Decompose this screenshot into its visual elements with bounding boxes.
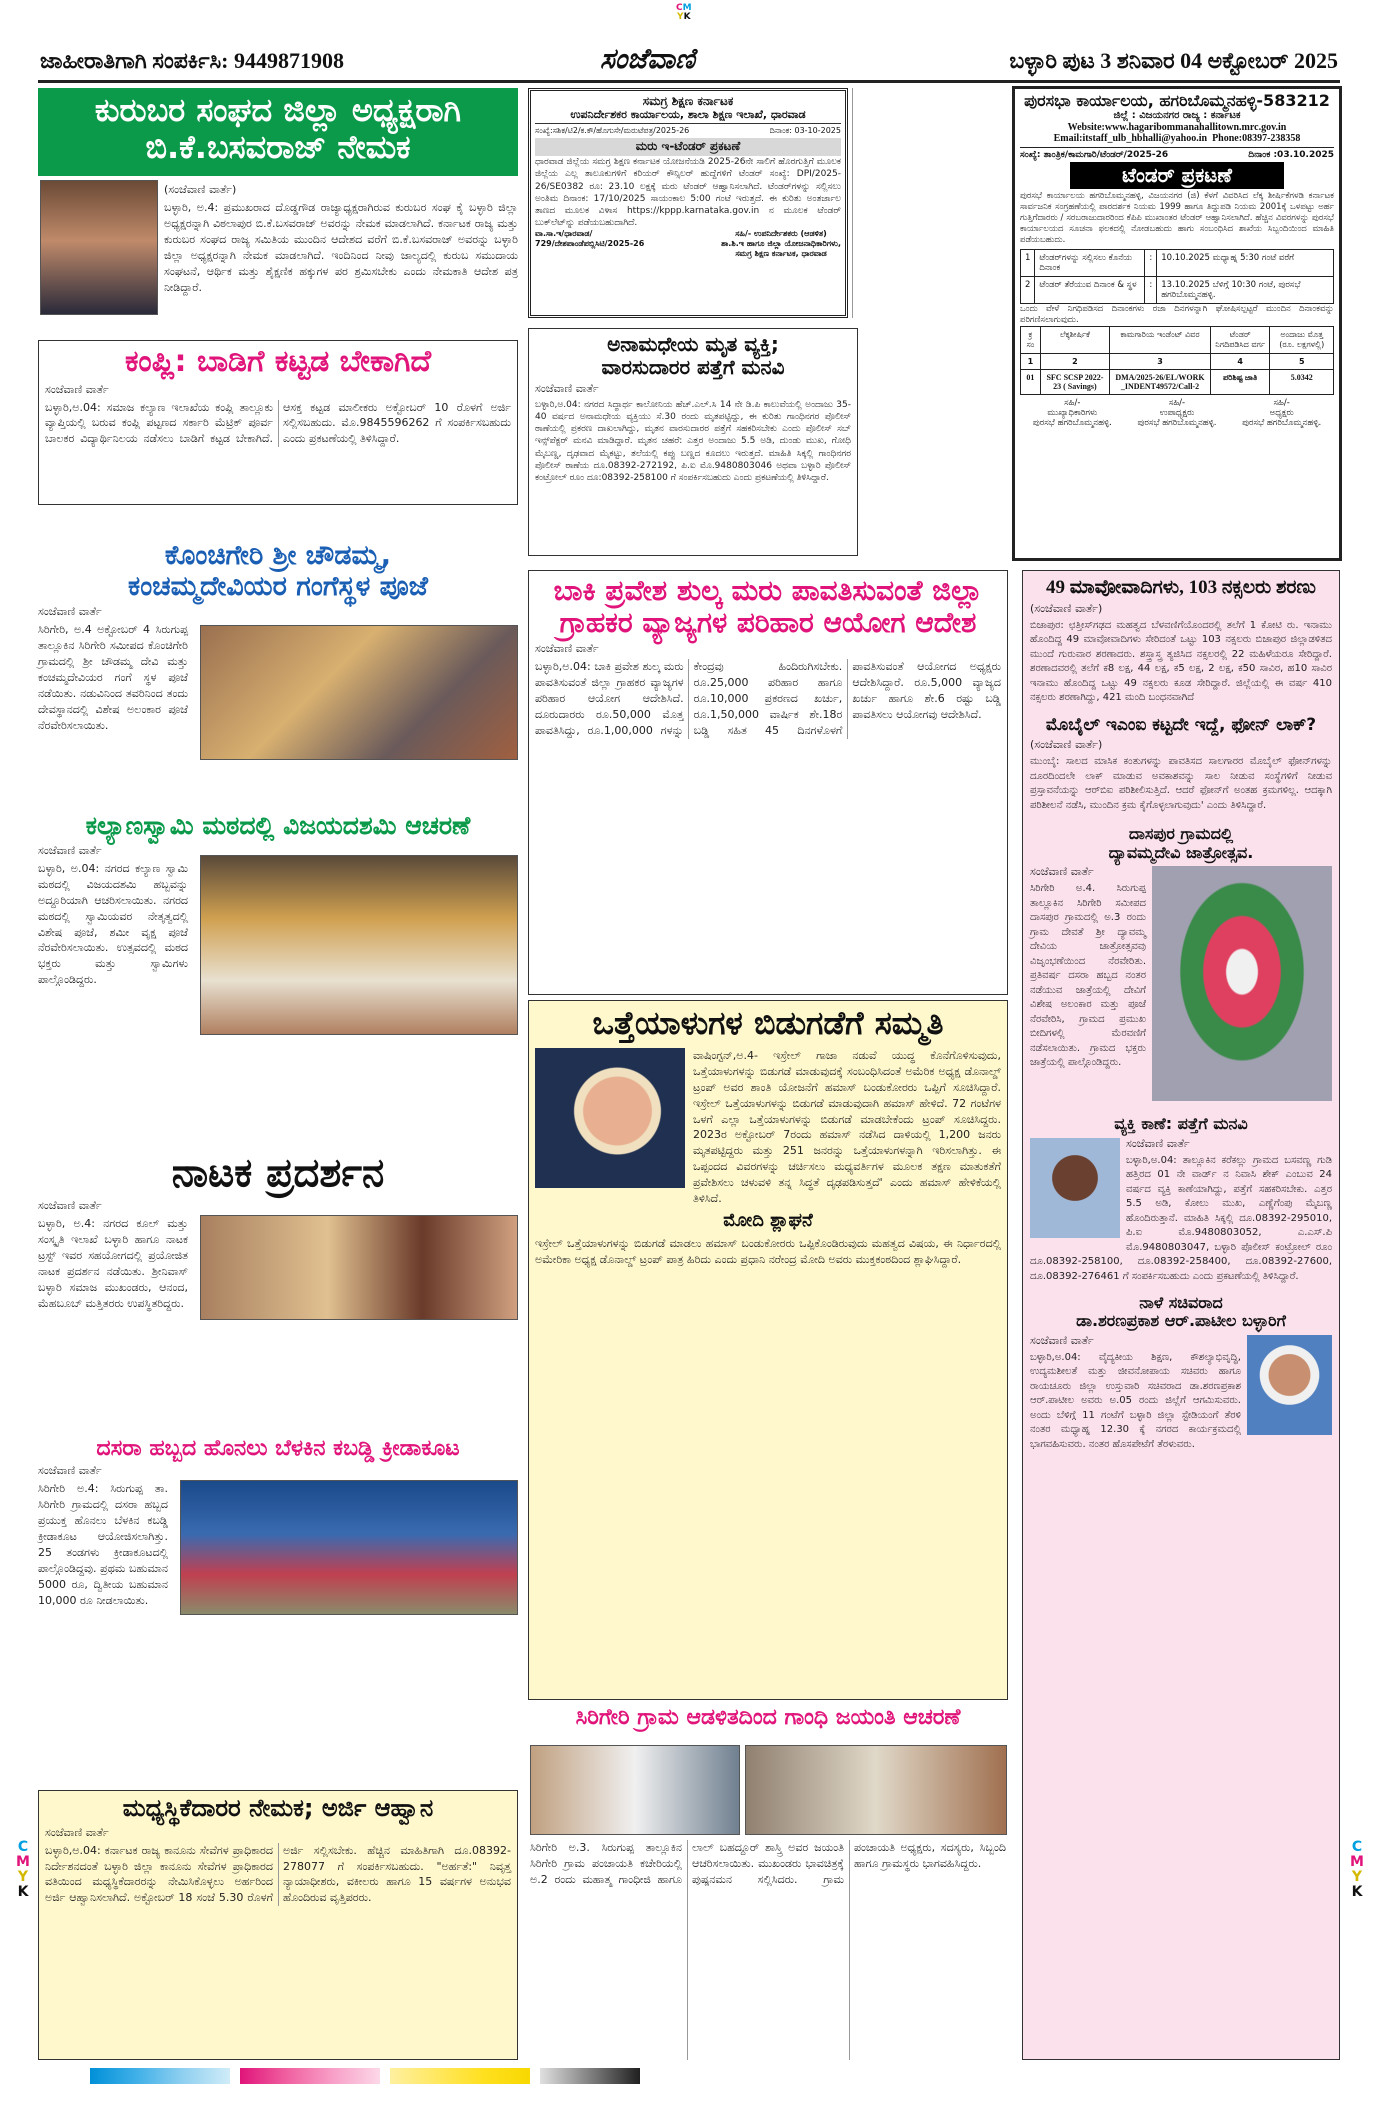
sign-role: ಉಪಾಧ್ಯಕ್ಷರು xyxy=(1159,408,1195,419)
minister-body: ಬಳ್ಳಾರಿ,ಅ.04: ವೈದ್ಯಕೀಯ ಶಿಕ್ಷಣ, ಕೌಶಲ್ಯಾಭಿವೃದ್ಧಿ, ಉದ್ಯಮಶೀಲತೆ ಮತ್ತು ಜೀವನೋಪಾಯ ಸಚಿವರು ಹಾಗೂ ರಾಯಚೂರು ಜಿಲ್ಲಾ ಉಸ್ತುವಾರಿ ಸಚಿವರಾದ ಡಾ.ಶರಣಪ್ರಕಾಶ ಆರ್.ಪಾಟೀಲ ಅವರು ಅ.05 ರಂದು ಜಿಲ್ಲೆಗೆ ಆಗಮಿಸುವರು. ಅಂದು ಬೆಳಿಗ್ಗೆ 11 ಗಂಟೆಗೆ ಬಳ್ಳಾರಿ ಜಿಲ್ಲಾ ಸ್ಟೇಡಿಯಂಗೆ ತೆರಳಿ ನಂತರ ಮಧ್ಯಾಹ್ನ 12.30 ಕ್ಕೆ ನಗರದ ಕಾರ್ಯಕ್ರಮದಲ್ಲಿ ಭಾಗವಹಿಸುವರು. ನಂತರ ಹೊಸಪೇಟೆಗೆ ತೆರಳುವರು. xyxy=(1030,1351,1241,1450)
gandhi-photo-2 xyxy=(745,1745,1007,1835)
magenta-calibration-bar xyxy=(240,2068,380,2084)
sign: ಸಹಿ/- xyxy=(1273,398,1290,409)
minister-photo xyxy=(1247,1335,1332,1435)
byline: ಸಂಜೆವಾಣಿ ವಾರ್ತೆ xyxy=(535,642,599,656)
etender-date: ದಿನಾಂಕ: 03-10-2025 xyxy=(769,126,841,136)
sign-role: ಮುಖ್ಯಾಧಿಕಾರಿಗಳು xyxy=(1047,408,1098,419)
gandhi-photo-1 xyxy=(530,1745,740,1835)
unknown-title-1: ಅನಾಮಧೇಯ ಮೃತ ವ್ಯಕ್ತಿ; xyxy=(607,332,779,356)
header-rule xyxy=(38,80,1340,83)
cell: : xyxy=(1145,250,1157,277)
table-number-row xyxy=(1021,354,1334,370)
cyan-calibration-bar xyxy=(90,2068,230,2084)
mediator-title: ಮಧ್ಯಸ್ಥಿಕೆದಾರರ ನೇಮಕ; ಅರ್ಜಿ ಆಹ್ವಾನ xyxy=(122,1794,434,1822)
mediator-article xyxy=(38,1790,518,2060)
table-row xyxy=(1021,370,1334,395)
etender-body: ಧಾರವಾಡ ಜಿಲ್ಲೆಯ ಸಮಗ್ರ ಶಿಕ್ಷಣ ಕರ್ನಾಟಕ ಯೋಜನೆಯಡಿ 2025-26ನೇ ಸಾಲಿಗೆ ಹೊರಗುತ್ತಿಗೆ ಮೂಲಕ ಜಿಲ್ಲೆಯ ಎಲ್ಲ ತಾಲೂಕುಗಳಿಗೆ ಕರಿಯರ್ ಕೌನ್ಸಿಲರ್ ಹುದ್ದೆಗಳಿಗೆ ಟೆಂಡರ್ ಸಂಖ್ಯೆ: DPI/2025-26/SE0382 ರೂ: 23.10 ಲಕ್ಷಕ್ಕೆ ಮರು ಟೆಂಡರ್ ಆಹ್ವಾನಿಸಲಾಗಿದೆ. ಟೆಂಡರ್‌ಗಳನ್ನು ಸಲ್ಲಿಸಲು ಅಂತಿಮ ದಿನಾಂಕ: 17/10/2025 ಸಾಯಂಕಾಲ 5:00 ಗಂಟೆ ಇರುತ್ತದೆ. ಈ ಕುರಿತು ಅಂತರ್ಜಾಲ ತಾಣದ ಮೂಲಕ ವಿಳಾಸ https://kppp.karnataka.gov.in ನ ಮೂಲಕ ಟೆಂಡರ್ ಬುಕ್‌ಲೆಟ್‌ನ್ನು ಪಡೆಯಬಹುದಾಗಿದೆ. xyxy=(535,157,841,228)
edition-date: ಬಳ್ಳಾರಿ ಪುಟ 3 ಶನಿವಾರ 04 ಅಕ್ಟೋಬರ್ 2025 xyxy=(1009,48,1338,73)
cell: 4 xyxy=(1210,354,1270,370)
tender-district: ಜಿಲ್ಲೆ : ವಿಜಯನಗರ ರಾಜ್ಯ : ಕರ್ನಾಟಕ xyxy=(1113,110,1241,122)
right-news-box xyxy=(1022,570,1340,2060)
header-cell: ಕಾಮಗಾರಿಯ ಇಂಡೆಂಟ್ ವಿವರ xyxy=(1110,327,1211,354)
header-cell: ಲೆಕ್ಕಶೀರ್ಷಿಕೆ xyxy=(1040,327,1109,354)
header-cell: ಟೆಂಡರ್ ನಿಗದಿಪಡಿಸಿದ ವರ್ಗ xyxy=(1210,327,1270,354)
municipal-tender-notice xyxy=(1012,86,1342,561)
byline: ಸಂಜೆವಾಣಿ ವಾರ್ತೆ xyxy=(1030,1333,1094,1347)
cmyk-mark-left: C M Y K xyxy=(16,1839,30,1900)
cell: SFC SCSP 2022-23 ( Savings) xyxy=(1040,370,1109,395)
hostage-article xyxy=(528,1000,1008,1700)
kalyanaswami-title: ಕಲ್ಯಾಣಸ್ವಾಮಿ ಮಠದಲ್ಲಿ ವಿಜಯದಶಮಿ ಆಚರಣೆ xyxy=(85,811,471,840)
cell: DMA/2025-26/EL/WORK_INDENT49572/Call-2 xyxy=(1110,370,1211,395)
byline: ಸಂಜೆವಾಣಿ ವಾರ್ತೆ xyxy=(38,1464,102,1478)
byline: ಸಂಜೆವಾಣಿ ವಾರ್ತೆ xyxy=(535,382,599,395)
etender-notice xyxy=(528,88,848,318)
tender-email[interactable]: Email:itstaff_ulb_hbhalli@yahoo.in xyxy=(1053,133,1208,145)
cell: 2 xyxy=(1021,277,1035,304)
byline: ಸಂಜೆವಾಣಿ ವಾರ್ತೆ xyxy=(1126,1136,1190,1150)
table-header-row xyxy=(1021,327,1334,354)
trump-photo xyxy=(535,1048,685,1188)
mobile-body: ಮುಂಬೈ: ಸಾಲದ ಮಾಸಿಕ ಕಂತುಗಳನ್ನು ಪಾವತಿಸದ ಸಾಲಗಾರರ ಮೊಬೈಲ್ ಫೋನ್‌ಗಳನ್ನು ದೂರದಿಂದಲೇ ಲಾಕ್ ಮಾಡುವ ಅವಕಾಶವನ್ನು ಸಾಲ ನೀಡುವ ಸಂಸ್ಥೆಗಳಿಗೆ ನೀಡುವ ಪ್ರಸ್ತಾವನೆಯನ್ನು ಆರ್‌ಬಿಐ ಪರಿಶೀಲಿಸುತ್ತಿದೆ. ಆದರೆ ಫೋನ್‌ಗೆ ಅಂತಹ ಕ್ರಮಗಳಿಲ್ಲ. ಆದಕ್ಕಾಗಿ ಪರಿಶೀಲನೆ ನಡೆಸಿ, ಮುಂದಿನ ಕ್ರಮ ಕೈಗೊಳ್ಳಲಾಗುವುದು' ಎಂದು ತಿಳಿಸಿದ್ದಾರೆ. xyxy=(1030,756,1332,811)
tender-signatures xyxy=(1020,398,1334,428)
byline: ಸಂಜೆವಾಣಿ ವಾರ್ತೆ xyxy=(45,382,109,396)
kampli-title: ಕಂಪ್ಲಿ: ಬಾಡಿಗೆ ಕಟ್ಟಡ ಬೇಕಾಗಿದೆ xyxy=(124,344,432,379)
tender-date: ದಿನಾಂಕ :03.10.2025 xyxy=(1248,149,1334,160)
schedule-row xyxy=(1021,277,1334,304)
tender-note: ಒಂದು ವೇಳೆ ನಿಗಧಿಪಡಿಸದ ದಿನಾಂಕಗಳು ರಜಾ ದಿನಗಳನ್ನಾಗಿ ಘೋಷಿಸಲ್ಪಟ್ಟರೆ ಮುಂದಿನ ದಿನಾಂಕವನ್ನು ಪರಿಗಣಿಸಲಾಗುವುದು. xyxy=(1020,304,1334,326)
kuruba-headline xyxy=(38,88,518,176)
column-divider xyxy=(852,88,1002,318)
sign: ಸಹಿ/- xyxy=(1168,398,1186,409)
newspaper-logo: ಸಂಜೆವಾಣಿ xyxy=(600,42,695,75)
tender-website[interactable]: Website:www.hagaribommanahallitown.mrc.gov.in xyxy=(1067,121,1287,133)
byline: (ಸಂಜೆವಾಣಿ ವಾರ್ತೆ) xyxy=(1030,738,1103,752)
cell: 13.10.2025 ಬೆಳಿಗ್ಗೆ 10:30 ಗಂಟೆ, ಪುರಸಭೆ ಹಗರಿಬೊಮ್ಮನಹಳ್ಳಿ. xyxy=(1157,277,1334,304)
cell: 5.0342 xyxy=(1270,370,1334,395)
nataka-title: ನಾಟಕ ಪ್ರದರ್ಶನ xyxy=(171,1150,385,1196)
tender-schedule-table xyxy=(1020,249,1334,304)
etender-ref: ಸಂಖ್ಯೆ:ಸಶಿಕ/ಟಿ2/ಕ.ಕೌ/ಹೊಗುಸೇ/ಮರುಟೆಪತ್ರ/2025-26 xyxy=(535,126,690,136)
missing-title: ವ್ಯಕ್ತಿ ಕಾಣೆ: ಪತ್ತೆಗೆ ಮನವಿ xyxy=(1114,1114,1248,1134)
tender-office: ಪುರಸಭಾ ಕಾರ್ಯಾಲಯ, ಹಗರಿಬೊಮ್ಮನಹಳ್ಳಿ-583212 xyxy=(1024,91,1330,110)
hostage-title: ಒತ್ತೆಯಾಳುಗಳ ಬಿಡುಗಡೆಗೆ ಸಮ್ಮತಿ xyxy=(592,1004,944,1042)
black-calibration-bar xyxy=(540,2068,640,2084)
basavaraj-photo xyxy=(40,180,158,315)
cell: 10.10.2025 ಮಧ್ಯಾಹ್ನ 5:30 ಗಂಟೆ ವರೆಗೆ xyxy=(1157,250,1334,277)
gandhi-jayanti-article xyxy=(528,1705,1008,1730)
unknown-title-2: ವಾರಸುದಾರರ ಪತ್ತೆಗೆ ಮನವಿ xyxy=(601,355,785,379)
etender-signatory-3: ಸಮಗ್ರ ಶಿಕ್ಷಣ ಕರ್ನಾಟಕ, ಧಾರವಾಡ xyxy=(735,249,827,259)
etender-code: ವಾ.ಸಾ.ಇ/ಧಾರವಾಡ/ xyxy=(535,229,593,239)
kalyanaswami-body: ಬಳ್ಳಾರಿ, ಅ.04: ನಗರದ ಕಲ್ಯಾಣ ಸ್ವಾಮಿ ಮಠದಲ್ಲಿ ವಿಜಯದಶಮಿ ಹಬ್ಬವನ್ನು ಅದ್ದೂರಿಯಾಗಿ ಆಚರಿಸಲಾಯಿತು. ನಗರದ ಮಠದಲ್ಲಿ ಸ್ವಾಮಿಯವರ ನೇತೃತ್ವದಲ್ಲಿ ವಿಶೇಷ ಪೂಜೆ, ಶಮೀ ವೃಕ್ಷ ಪೂಜೆ ನೆರವೇರಿಸಲಾಯಿತು. ಉತ್ಸವದಲ್ಲಿ ಮಠದ ಭಕ್ತರು ಮತ್ತು ಸ್ವಾಮಿಗಳು ಪಾಲ್ಗೊಂಡಿದ್ದರು. xyxy=(38,861,188,987)
fee-title-1: ಬಾಕಿ ಪ್ರವೇಶ ಶುಲ್ಕ ಮರು ಪಾವತಿಸುವಂತೆ ಜಿಲ್ಲಾ xyxy=(553,574,983,607)
tender-phone: Phone:08397-238358 xyxy=(1212,133,1301,145)
cell: ಟೆಂಡರ್‌ಗಳನ್ನು ಸಲ್ಲಿಸಲು ಕೊನೆಯ ದಿನಾಂಕ xyxy=(1035,250,1145,277)
mobile-title: ಮೊಬೈಲ್ ಇಎಂಐ ಕಟ್ಟದೇ ಇದ್ದೆ, ಫೋನ್ ಲಾಕ್? xyxy=(1045,714,1317,735)
minister-title-1: ನಾಳೆ ಸಚಿವರಾದ xyxy=(1139,1293,1223,1313)
cell: 2 xyxy=(1040,354,1109,370)
kampli-article xyxy=(38,340,518,505)
cell: 3 xyxy=(1110,354,1211,370)
tender-ref: ಸಂಖ್ಯೆ: ತಾಂತ್ರಿಕ/ಕಾಮಗಾರಿ/ಟೆಂಡರ್/2025-26 xyxy=(1020,149,1169,160)
goddess-photo xyxy=(1152,866,1332,1101)
kuruba-body: ಬಳ್ಳಾರಿ, ಅ.4: ಪ್ರಮುಖರಾದ ದೊಡ್ಡಗೌಡ ರಾಜ್ಯಾಧ್ಯಕ್ಷರಾಗಿರುವ ಕುರುಬರ ಸಂಘ ಕೈ ಬಳ್ಳಾರಿ ಜಿಲ್ಲಾ ಅಧ್ಯಕ್ಷರನ್ನಾಗಿ ವಿಠಲಾಪುರ ಬಿ.ಕೆ.ಬಸವರಾಜ್ ಅವರನ್ನು ನೇಮಕ ಮಾಡಲಾಗಿದೆ. ಕರ್ನಾಟಕ ರಾಜ್ಯ ಮತ್ತು ಕುರುಬರ ಸಂಘದ ರಾಜ್ಯ ಸಮಿತಿಯ ಮುಂದಿನ ಆದೇಶದ ವರೆಗೆ ಬಿ.ಕೆ.ಬಸವರಾಜ್ ಅವರನ್ನು ಬಳ್ಳಾರಿ ಜಿಲ್ಲಾ ಅಧ್ಯಕ್ಷರನ್ನಾಗಿ ನೇಮಕ ಮಾಡಲಾಗಿದೆ. ಇಂದಿನಿಂದ ನೀವು ಜಾಲ್ಯದಲ್ಲಿ ಕುರುಬ ಸಮುದಾಯ ಸಂಘಟನೆ, ಆರ್ಥಿಕ ಮತ್ತು ಶೈಕ್ಷಣಿಕ ಹಕ್ಕುಗಳ ಪರ ಶ್ರಮಿಸಬೇಕು ಎಂದು ನೇಮಕಾತಿ ಆದೇಶ ಪತ್ರ ನೀಡಿದ್ದಾರೆ. xyxy=(164,201,518,294)
kuruba-title-1: ಕುರುಬರ ಸಂಘದ ಜಿಲ್ಲಾ ಅಧ್ಯಕ್ಷರಾಗಿ xyxy=(94,91,462,129)
modi-subtitle: ಮೋದಿ ಶ್ಲಾಘನೆ xyxy=(723,1210,813,1232)
etender-office: ಉಪನಿರ್ದೇಶಕರ ಕಾರ್ಯಾಲಯ, ಶಾಲಾ ಶಿಕ್ಷಣ ಇಲಾಖೆ, ಧಾರವಾಡ xyxy=(535,109,841,125)
cell: 5 xyxy=(1270,354,1334,370)
tender-title: ಟೆಂಡರ್ ಪ್ರಕಟಣೆ xyxy=(1070,162,1284,189)
sign: ಸಹಿ/- xyxy=(1064,398,1081,409)
konchigeri-title-1: ಕೊಂಚಿಗೇರಿ ಶ್ರೀ ಚೌಡಮ್ಮ, xyxy=(164,540,392,571)
cell: ಪರಿಶಿಷ್ಟ ಜಾತಿ xyxy=(1210,370,1270,395)
konchigeri-body: ಸಿರಿಗೇರಿ, ಅ.4 ಅಕ್ಟೋಬರ್ 4 ಸಿರುಗುಪ್ಪ ತಾಲ್ಲೂಕಿನ ಸಿರಿಗೇರಿ ಸಮೀಪದ ಕೊಂಚಿಗೇರಿ ಗ್ರಾಮದಲ್ಲಿ ಶ್ರೀ ಚೌಡಮ್ಮ ದೇವಿ ಮತ್ತು ಕಂಚಮ್ಮದೇವಿಯರ ಗಂಗೆ ಸ್ಥಳ ಪೂಜೆ ನಡೆಯಿತು. ನಡುವಿನಿಂದ ತವರಿನಿಂದ ತಂದು ದೇವಸ್ಥಾನದಲ್ಲಿ ವಿಶೇಷ ಅಲಂಕಾರ ಪೂಜೆ ನೆರವೇರಿಸಲಾಯಿತು. xyxy=(38,623,188,732)
missing-body: ಬಳ್ಳಾರಿ,ಅ.04: ತಾಲ್ಲೂಕಿನ ಕರೆಕಲ್ಲು ಗ್ರಾಮದ ಬಸವಣ್ಣ ಗುಡಿ ಹತ್ತಿರದ 01 ನೇ ವಾರ್ಡ್ ನ ನಿವಾಸಿ ಶೇಕ್ ಎಂಬುವ 24 ವರ್ಷದ ವ್ಯಕ್ತಿ ಕಾಣೆಯಾಗಿದ್ದು, ಪತ್ತೆಗೆ ಸಹಕರಿಸಬೇಕು. ಎತ್ತರ 5.5 ಅಡಿ, ಕೋಲು ಮುಖ, ಎಣ್ಣೆಗೆಂಪು ಮೈಬಣ್ಣ ಹೊಂದಿರುತ್ತಾನೆ. ಮಾಹಿತಿ ಸಿಕ್ಕಲ್ಲಿ ದೂ.08392-295010, ಪಿ.ಐ ಮೊ.9480803052, ಎ.ಎಸ್.ಪಿ ಮೊ.9480803047, ಬಳ್ಳಾರಿ ಪೊಲೀಸ್ ಕಂಟ್ರೋಲ್ ರೂಂ ದೂ.08392-258100, ದೂ.08392-258400, ದೂ.08392-27600, ದೂ.08392-276461 ಗೆ ಸಂಪರ್ಕಿಸಬಹುದು ಎಂದು ಪ್ರಕಟಣೆಯಲ್ಲಿ ತಿಳಿಸಿದ್ದಾರೆ. xyxy=(1030,1154,1332,1282)
byline: ಸಂಜೆವಾಣಿ ವಾರ್ತೆ xyxy=(1030,865,1094,879)
byline: ಸಂಜೆವಾಣಿ ವಾರ್ತೆ xyxy=(38,1199,102,1212)
consumer-commission-article xyxy=(528,570,1008,995)
kabaddi-team-photo xyxy=(180,1480,518,1615)
cmyk-mark-right: C M Y K xyxy=(1350,1839,1364,1900)
cell: 01 xyxy=(1021,370,1041,395)
etender-signatory: ಸಹಿ/- ಉಪನಿರ್ದೇಶಕರು (ಆಡಳಿತ) xyxy=(735,229,827,239)
tender-body: ಪುರಸಭೆ ಕಾರ್ಯಾಲಯ ಹಗರಿಬೊಮ್ಮನಹಳ್ಳಿ, ವಿಜಯನಗರ (ಜಿ) ಕೆಳಗೆ ವಿವರಿಸಿದ ಲೆಕ್ಕ ಶೀರ್ಷಿಕೆಗಳಡಿ ಕರ್ನಾಟಕ ಸಾರ್ವಜನಿಕ ಸಂಗ್ರಹಣೆಯಲ್ಲಿ ಪಾರದರ್ಶಕ ನಿಯಮ 1999 ಹಾಗೂ ತಿದ್ದುಪಡಿ ನಿಯಮ 2001ಕ್ಕೆ ಒಳಪಟ್ಟು ಅರ್ಹ ಗುತ್ತಿಗೆದಾರರು / ಸರಬರಾಜುದಾರರಿಂದ ಕೆಪಿಪಿ ಮುಖಾಂತರ ಟೆಂಡರ್ ಆಹ್ವಾನಿಸಲಾಗಿದೆ. ಹೆಚ್ಚಿನ ವಿವರಗಳನ್ನು ಪುರಸಭೆ ಕಾರ್ಯಾಲಯದ ಸೂಚನಾ ಫಲಕದಲ್ಲಿ ನೋಡಬಹುದು ಹಾಗು ಸಂಬಂಧಿಸಿದ ಶಾಖೆಯ ಸಿಬ್ಬಂದಿಯಿಂದ ಮಾಹಿತಿ ಪಡೆಯಬಹುದು. xyxy=(1020,190,1334,246)
cmyk-registration-top: CM YK xyxy=(676,3,692,22)
kabaddi-title: ದಸರಾ ಹಬ್ಬದ ಹೊನಲು ಬೆಳಕಿನ ಕಬಡ್ಡಿ ಕ್ರೀಡಾಕೂಟ xyxy=(96,1436,460,1461)
unknown-body-article xyxy=(528,328,858,556)
sign-role: ಅಧ್ಯಕ್ಷರು xyxy=(1269,408,1294,419)
sign-place: ಪುರಸಭೆ ಹಗರಿಬೊಮ್ಮನಹಳ್ಳಿ. xyxy=(1242,418,1322,429)
byline: ಸಂಜೆವಾಣಿ ವಾರ್ತೆ xyxy=(38,843,102,857)
maoist-body: ಬಿಜಾಪುರ: ಛತ್ತೀಸ್‌ಗಢದ ಮಹತ್ವದ ಬೆಳವಣಿಗೆಯೊಂದರಲ್ಲಿ ತಲೆಗೆ 1 ಕೋಟಿ ರು. ಇನಾಮು ಹೊಂದಿದ್ದ 49 ಮಾವೋವಾದಿಗಳು ಸೇರಿದಂತೆ ಒಟ್ಟು 103 ನಕ್ಸಲರು ಬಿಜಾಪುರ ಜಿಲ್ಲಾಡಳಿತದ ಮುಂದೆ ಗುರುವಾರ ಶರಣಾದರು. ಶಸ್ತ್ರಾಸ್ತ್ರ ತ್ಯಜಿಸಿದ ನಕ್ಸಲರಲ್ಲಿ 22 ಮಹಿಳೆಯರೂ ಸೇರಿದ್ದಾರೆ. ಶರಣಾದವರಲ್ಲಿ ತಲೆಗೆ ಕ8 ಲಕ್ಷ, 44 ಲಕ್ಷ, ಕ5 ಲಕ್ಷ, 2 ಲಕ್ಷ, ಕ50 ಸಾವಿರ, ಹ10 ಸಾವಿರ ಇನಾಮು ಹೊಂದಿದ್ದ ಒಟ್ಟು 49 ನಕ್ಸಲರು ಕೂಡ ಸೇರಿದ್ದಾರೆ. ಜಿಲ್ಲೆಯಲ್ಲಿ ಈ ವರ್ಷ 410 ನಕ್ಸಲರು ಶರಣಾಗಿದ್ದು, 421 ಮಂದಿ ಬಂಧನವಾಗಿದೆ xyxy=(1030,619,1332,704)
dasapura-title-1: ದಾಸಪುರ ಗ್ರಾಮದಲ್ಲಿ xyxy=(1128,824,1234,844)
gandhi-body: ಸಿರಿಗೇರಿ ಅ.3. ಸಿರುಗುಪ್ಪ ತಾಲ್ಲೂಕಿನ ಸಿರಿಗೇರಿ ಗ್ರಾಮ ಪಂಚಾಯತಿ ಕಚೇರಿಯಲ್ಲಿ ಅ.2 ರಂದು ಮಹಾತ್ಮ ಗಾಂಧೀಜಿ ಹಾಗೂ ಲಾಲ್ ಬಹದ್ದೂರ್ ಶಾಸ್ತ್ರಿ ಅವರ ಜಯಂತಿ ಆಚರಿಸಲಾಯಿತು. ಮುಖಂಡರು ಭಾವಚಿತ್ರಕ್ಕೆ ಪುಷ್ಪನಮನ ಸಲ್ಲಿಸಿದರು. ಗ್ರಾಮ ಪಂಚಾಯತಿ ಅಧ್ಯಕ್ಷರು, ಸದಸ್ಯರು, ಸಿಬ್ಬಂದಿ ಹಾಗೂ ಗ್ರಾಮಸ್ಥರು ಭಾಗವಹಿಸಿದ್ದರು. xyxy=(530,1841,1006,1886)
header-cell: ಕ್ರ ಸಂ xyxy=(1021,327,1041,354)
etender-code-2: 729/ದೇಶಪಾಂಡೆಪಬ್ಲಿಸಿಟಿ/2025-26 xyxy=(535,239,645,249)
cell: 1 xyxy=(1021,354,1041,370)
konchigeri-title-2: ಕಂಚಮ್ಮದೇವಿಯರ ಗಂಗೆಸ್ಥಳ ಪೂಜೆ xyxy=(128,571,428,603)
kabaddi-body: ಸಿರಿಗೇರಿ ಅ.4: ಸಿರುಗುಪ್ಪ ತಾ. ಸಿರಿಗೇರಿ ಗ್ರಾಮದಲ್ಲಿ ದಸರಾ ಹಬ್ಬದ ಪ್ರಯುಕ್ತ ಹೊನಲು ಬೆಳಕಿನ ಕಬಡ್ಡಿ ಕ್ರೀಡಾಕೂಟ ಆಯೋಜಿಸಲಾಗಿತ್ತು. 25 ತಂಡಗಳು ಕ್ರೀಡಾಕೂಟದಲ್ಲಿ ಪಾಲ್ಗೊಂಡಿದ್ದವು. ಪ್ರಥಮ ಬಹುಮಾನ 5000 ರೂ, ದ್ವಿತೀಯ ಬಹುಮಾನ 10,000 ರೂ ನೀಡಲಾಯಿತು. xyxy=(38,1482,168,1607)
hostage-body: ವಾಷಿಂಗ್ಟನ್,ಅ.4- ಇಸ್ರೇಲ್ ಗಾಜಾ ನಡುವೆ ಯುದ್ಧ ಕೊನೆಗೊಳಿಸುವುದು, ಒತ್ತೆಯಾಳುಗಳನ್ನು ಬಿಡುಗಡೆ ಮಾಡುವುದಕ್ಕೆ ಸಂಬಂಧಿಸಿದಂತೆ ಅಮೆರಿಕ ಅಧ್ಯಕ್ಷ ಡೊನಾಲ್ಡ್ ಟ್ರಂಪ್ ಅವರ ಶಾಂತಿ ಯೋಜನೆಗೆ ಹಮಾಸ್ ಬಂಡುಕೋರರು ಒಪ್ಪಿಗೆ ಸೂಚಿಸಿದ್ದಾರೆ. ಇಸ್ರೇಲ್ ಒತ್ತೆಯಾಳುಗಳನ್ನು ಬಿಡುಗಡೆ ಮಾಡುವುದಾಗಿ ಹಮಾಸ್ ಹೇಳಿದೆ. 72 ಗಂಟೆಗಳ ಒಳಗೆ ಎಲ್ಲಾ ಒತ್ತೆಯಾಳುಗಳನ್ನು ಬಿಡುಗಡೆ ಮಾಡಬೇಕೆಂದು ಟ್ರಂಪ್ ಸೂಚಿಸಿದ್ದರು. 2023ರ ಅಕ್ಟೋಬರ್ 7ರಂದು ಹಮಾಸ್ ನಡೆಸಿದ ದಾಳಿಯಲ್ಲಿ 1,200 ಜನರು ಮೃತಪಟ್ಟಿದ್ದರು ಮತ್ತು 251 ಜನರನ್ನು ಒತ್ತೆಯಾಳುಗಳನ್ನಾಗಿ ಇರಿಸಲಾಗಿತ್ತು. ಈ ಒಪ್ಪಂದದ ವಿವರಗಳನ್ನು ಚರ್ಚಿಸಲು ಮಧ್ಯವರ್ತಿಗಳ ಮೂಲಕ ತಕ್ಷಣ ಮಾತುಕತೆಗೆ ಪ್ರವೇಶಿಸಲು ಚಳುವಳಿ ತನ್ನ ಸಿದ್ಧತೆ ದೃಢಪಡಿಸುತ್ತದೆ' ಎಂದು ಹಮಾಸ್ ಹೇಳಿಕೆಯಲ್ಲಿ ತಿಳಿಸಿದೆ. xyxy=(693,1048,1001,1206)
etender-title: ಮರು ಇ-ಟೆಂಡರ್ ಪ್ರಕಟಣೆ xyxy=(535,138,841,156)
minister-title-2: ಡಾ.ಶರಣಪ್ರಕಾಶ ಆರ್.ಪಾಟೀಲ ಬಳ್ಳಾರಿಗೆ xyxy=(1076,1311,1286,1331)
mediator-body: ಬಳ್ಳಾರಿ,ಅ.04: ಕರ್ನಾಟಕ ರಾಜ್ಯ ಕಾನೂನು ಸೇವೆಗಳ ಪ್ರಾಧಿಕಾರದ ನಿರ್ದೇಶನದಂತೆ ಬಳ್ಳಾರಿ ಜಿಲ್ಲಾ ಕಾನೂನು ಸೇವೆಗಳ ಪ್ರಾಧಿಕಾರದ ವತಿಯಿಂದ ಮಧ್ಯಸ್ಥಿಕೆದಾರರನ್ನು ನೇಮಿಸಿಕೊಳ್ಳಲು ಅರ್ಹರಿಂದ ಅರ್ಜಿ ಆಹ್ವಾನಿಸಲಾಗಿದೆ. ಅಕ್ಟೋಬರ್ 18 ಸಂಜೆ 5.30 ರೊಳಗೆ ಅರ್ಜಿ ಸಲ್ಲಿಸಬೇಕು. ಹೆಚ್ಚಿನ ಮಾಹಿತಿಗಾಗಿ ದೂ.08392-278077 ಗೆ ಸಂಪರ್ಕಿಸಬಹುದು. "ಅರ್ಹತೆ:" ನಿವೃತ್ತ ನ್ಯಾಯಾಧೀಶರು, ವಕೀಲರು ಹಾಗೂ 15 ವರ್ಷಗಳ ಅನುಭವ ಹೊಂದಿರುವ ವೃತ್ತಿಪರರು. xyxy=(45,1843,511,1905)
tender-works-table xyxy=(1020,326,1334,395)
cell: 1 xyxy=(1021,250,1035,277)
mutt-celebration-photo xyxy=(200,855,518,1035)
kuruba-title-2: ಬಿ.ಕೆ.ಬಸವರಾಜ್ ನೇಮಕ xyxy=(145,127,411,166)
ad-contact: ಜಾಹೀರಾತಿಗಾಗಿ ಸಂಪರ್ಕಿಸಿ: 9449871908 xyxy=(40,48,344,73)
etender-signatory-2: ಶಾ.ಶಿ.ಇ ಹಾಗೂ ಜಿಲ್ಲಾ ಯೋಜನಾಧಿಕಾರಿಗಳು, xyxy=(721,239,841,249)
kampli-body: ಬಳ್ಳಾರಿ,ಅ.04: ಸಮಾಜ ಕಲ್ಯಾಣ ಇಲಾಖೆಯ ಕಂಪ್ಲಿ ತಾಲ್ಲೂಕು ವ್ಯಾಪ್ತಿಯಲ್ಲಿ ಬರುವ ಕಂಪ್ಲಿ ಪಟ್ಟಣದ ಸರ್ಕಾರಿ ಮೆಟ್ರಿಕ್ ಪೂರ್ವ ಬಾಲಕರ ವಿದ್ಯಾರ್ಥಿನಿಲಯ ನಡೆಸಲು ಬಾಡಿಗೆ ಕಟ್ಟಡ ಬೇಕಾಗಿದೆ. ಆಸಕ್ತ ಕಟ್ಟಡ ಮಾಲೀಕರು ಅಕ್ಟೋಬರ್ 10 ರೊಳಗೆ ಅರ್ಜಿ ಸಲ್ಲಿಸಬಹುದು. ಮೊ.9845596262 ಗೆ ಸಂಪರ್ಕಿಸಬಹುದು ಎಂದು ಪ್ರಕಟಣೆಯಲ್ಲಿ ತಿಳಿಸಿದ್ದಾರೆ. xyxy=(45,400,511,446)
schedule-row xyxy=(1021,250,1334,277)
byline: ಸಂಜೆವಾಣಿ ವಾರ್ತೆ xyxy=(45,1825,109,1839)
byline: (ಸಂಜೆವಾಣಿ ವಾರ್ತೆ) xyxy=(1030,601,1103,615)
nataka-body: ಬಳ್ಳಾರಿ, ಅ.4: ನಗರದ ಕೂಲ್ ಮತ್ತು ಸಂಸ್ಕೃತಿ ಇಲಾಖೆ ಬಳ್ಳಾರಿ ಹಾಗೂ ನಾಟಕ ಟ್ರಸ್ಟ್ ಇವರ ಸಹಯೋಗದಲ್ಲಿ ಪ್ರಯೋಜಿತ ನಾಟಕ ಪ್ರದರ್ಶನ ನಡೆಯಿತು. ಶ್ರೀನಿವಾಸ್ ಬಳ್ಳಾರಿ ಸಮಾಜ ಮುಖಂಡರು, ಆನಂದ, ಮೆಹಬೂಬ್ ಮತ್ತಿತರರು ಉಪಸ್ಥಿತರಿದ್ದರು. xyxy=(38,1217,188,1310)
drama-photo xyxy=(200,1215,518,1320)
sign-place: ಪುರಸಭೆ ಹಗರಿಬೊಮ್ಮನಹಳ್ಳಿ. xyxy=(1032,418,1112,429)
dasapura-title-2: ದ್ಯಾವಮ್ಮದೇವಿ ಜಾತ್ರೋತ್ಸವ. xyxy=(1108,842,1254,862)
maoist-title: 49 ಮಾವೋವಾದಿಗಳು, 103 ನಕ್ಸಲರು ಶರಣು xyxy=(1046,577,1316,598)
byline: ಸಂಜೆವಾಣಿ ವಾರ್ತೆ xyxy=(38,605,102,619)
cell: ಟೆಂಡರ್ ತೆರೆಯುವ ದಿನಾಂಕ & ಸ್ಥಳ xyxy=(1035,277,1145,304)
unknown-body: ಬಳ್ಳಾರಿ,ಅ.04: ನಗರದ ಸಿದ್ಧಾರ್ಥ ಕಾಲೋನಿಯ ಹೆಚ್.ಎಲ್.ಸಿ 14 ನೇ ಡಿ.ಪಿ ಕಾಲುವೆಯಲ್ಲಿ ಅಂದಾಜು 35-40 ವರ್ಷದ ಅನಾಮಧೇಯ ವ್ಯಕ್ತಿಯು ಸೆ.30 ರಂದು ಮೃತಪಟ್ಟಿದ್ದು, ಈ ಕುರಿತು ಗಾಂಧಿನಗರ ಪೊಲೀಸ್ ಠಾಣೆಯಲ್ಲಿ ಪ್ರಕರಣ ದಾಖಲಾಗಿದ್ದು, ಮೃತನ ವಾರಸುದಾರರ ಪತ್ತೆಗೆ ಸಹಕರಿಸಬೇಕು ಎಂದು ಪೊಲೀಸ್ ಸಬ್ ಇನ್ಸ್‌ಪೆಕ್ಟರ್ ಮನವಿ ಮಾಡಿದ್ದಾರೆ. ಮೃತನ ಚಹರೆ: ಎತ್ತರ ಅಂದಾಜು 5.5 ಅಡಿ, ದುಂಡು ಮುಖ, ಗೋಧಿ ಮೈಬಣ್ಣ, ದೃಢವಾದ ಮೈಕಟ್ಟು, ತಲೆಯಲ್ಲಿ ಕಪ್ಪು ಬಣ್ಣದ ಕೂದಲು ಇರುತ್ತದೆ. ಮಾಹಿತಿ ಸಿಕ್ಕಲ್ಲಿ ಗಾಂಧಿನಗರ ಪೊಲೀಸ್ ಠಾಣೆಯ ದೂ.08392-272192, ಪಿ.ಐ ಮೊ.9480803046 ಅಥವಾ ಬಳ್ಳಾರಿ ಪೊಲೀಸ್ ಕಂಟ್ರೋಲ್ ರೂಂ ದೂ:08392-258100 ಗೆ ಸಂಪರ್ಕಿಸಬಹುದು ಎಂದು ಪ್ರಕಟಣೆಯಲ್ಲಿ ತಿಳಿಸಿದ್ದಾರೆ. xyxy=(535,400,851,483)
etender-org: ಸಮಗ್ರ ಶಿಕ್ಷಣ ಕರ್ನಾಟಕ xyxy=(642,94,734,108)
dasapura-body: ಸಿರಿಗೇರಿ ಅ.4. ಸಿರುಗುಪ್ಪ ತಾಲ್ಲೂಕಿನ ಸಿರಿಗೇರಿ ಸಮೀಪದ ದಾಸಪುರ ಗ್ರಾಮದಲ್ಲಿ ಅ.3 ರಂದು ಗ್ರಾಮ ದೇವತೆ ಶ್ರೀ ದ್ಯಾವಮ್ಮ ದೇವಿಯ ಜಾತ್ರೋತ್ಸವವು ವಿಜೃಂಭಣೆಯಿಂದ ನೆರವೇರಿತು. ಪ್ರತಿವರ್ಷ ದಸರಾ ಹಬ್ಬದ ನಂತರ ನಡೆಯುವ ಜಾತ್ರೆಯಲ್ಲಿ ದೇವಿಗೆ ವಿಶೇಷ ಅಲಂಕಾರ ಮತ್ತು ಪೂಜೆ ನೆರವೇರಿಸಿ, ಗ್ರಾಮದ ಪ್ರಮುಖ ಬೀದಿಗಳಲ್ಲಿ ಮೆರವಣಿಗೆ ನಡೆಸಲಾಯಿತು. ಗ್ರಾಮದ ಭಕ್ತರು ಜಾತ್ರೆಯಲ್ಲಿ ಪಾಲ್ಗೊಂಡಿದ್ದರು. xyxy=(1030,883,1146,1069)
fee-body: ಬಳ್ಳಾರಿ,ಅ.04: ಬಾಕಿ ಪ್ರವೇಶ ಶುಲ್ಕ ಮರು ಪಾವತಿಸುವಂತೆ ಜಿಲ್ಲಾ ಗ್ರಾಹಕರ ವ್ಯಾಜ್ಯಗಳ ಪರಿಹಾರ ಆಯೋಗ ಆದೇಶಿಸಿದೆ. ದೂರುದಾರರು ರೂ.50,000 ಮೊತ್ತ ಪಾವತಿಸಿದ್ದು, ರೂ.1,00,000 ಗಳನ್ನು ಕೇಂದ್ರವು ಹಿಂದಿರುಗಿಸಬೇಕು. ರೂ.25,000 ಪರಿಹಾರ ಹಾಗೂ ರೂ.10,000 ಪ್ರಕರಣದ ಖರ್ಚು, ರೂ.1,50,000 ವಾರ್ಷಿಕ ಶೇ.18ರ ಬಡ್ಡಿ ಸಹಿತ 45 ದಿನಗಳೊಳಗೆ ಪಾವತಿಸುವಂತೆ ಆಯೋಗದ ಅಧ್ಯಕ್ಷರು ಆದೇಶಿಸಿದ್ದಾರೆ. ರೂ.5,000 ವ್ಯಾಜ್ಯದ ಖರ್ಚು ಹಾಗೂ ಶೇ.6 ರಷ್ಟು ಬಡ್ಡಿ ಪಾವತಿಸಲು ಆಯೋಗವು ಆದೇಶಿಸಿದೆ. xyxy=(535,660,1001,738)
byline: (ಸಂಜೆವಾಣಿ ವಾರ್ತೆ) xyxy=(164,183,237,196)
procession-photo xyxy=(200,625,518,760)
gandhi-title: ಸಿರಿಗೇರಿ ಗ್ರಾಮ ಆಡಳಿತದಿಂದ ಗಾಂಧಿ ಜಯಂತಿ ಆಚರಣೆ xyxy=(575,1705,961,1730)
header-cell: ಅಂದಾಜು ಮೊತ್ತ (ರೂ. ಲಕ್ಷಗಳಲ್ಲಿ) xyxy=(1270,327,1334,354)
cell: : xyxy=(1145,277,1157,304)
yellow-calibration-bar xyxy=(390,2068,530,2084)
missing-person-photo xyxy=(1030,1138,1120,1238)
fee-title-2: ಗ್ರಾಹಕರ ವ್ಯಾಜ್ಯಗಳ ಪರಿಹಾರ ಆಯೋಗ ಆದೇಶ xyxy=(559,606,977,640)
modi-body: ಇಸ್ರೇಲ್ ಒತ್ತೆಯಾಳುಗಳನ್ನು ಬಿಡುಗಡೆ ಮಾಡಲು ಹಮಾಸ್ ಬಂಡುಕೋರರು ಒಪ್ಪಿಕೊಂಡಿರುವುದು ಮಹತ್ವದ ವಿಷಯ, ಈ ನಿರ್ಧಾರದಲ್ಲಿ ಅಮೇರಿಕಾ ಅಧ್ಯಕ್ಷ ಡೊನಾಲ್ಡ್ ಟ್ರಂಪ್ ಪಾತ್ರ ಹಿರಿದು ಎಂದು ಪ್ರಧಾನಿ ನರೇಂದ್ರ ಮೋದಿ ಅವರು ಮುಕ್ತಕಂಠದಿಂದ ಶ್ಲಾಘಿಸಿದ್ದಾರೆ. xyxy=(535,1236,1001,1266)
sign-place: ಪುರಸಭೆ ಹಗರಿಬೊಮ್ಮನಹಳ್ಳಿ. xyxy=(1137,418,1217,429)
